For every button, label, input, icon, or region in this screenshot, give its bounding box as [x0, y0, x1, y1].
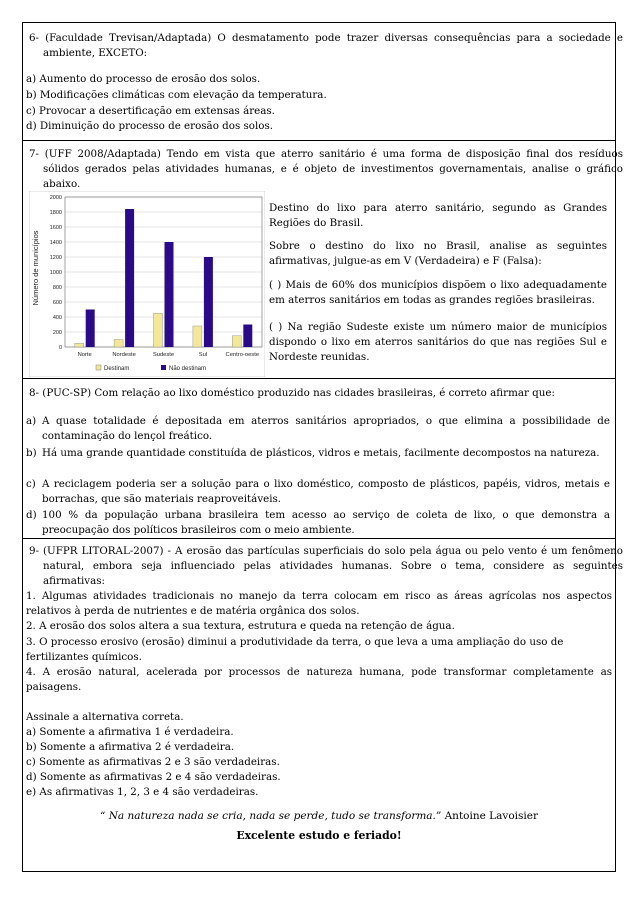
q9-statement-4: 4. A erosão natural, acelerada por processos de natureza humana, pode transformar completamente as paisagens. [26, 666, 612, 693]
q7-stem: 7- (UFF 2008/Adaptada) Tendo em vista que aterro sanitário é uma forma de disposição final dos resíduos sólidos gerados pelas atividades humanas, e é objeto de investimentos governamentais, analise o gráfico abaixo. [29, 148, 623, 190]
q6-option-d: d) Diminuição do processo de erosão dos solos. [26, 120, 274, 132]
q9-statement-3: 3. O processo erosivo (erosão) diminui a produtividade da terra, o que leva a uma ampliação do uso de fertilizantes químicos. [26, 636, 564, 663]
q7-paragraph-2: Sobre o destino do lixo no Brasil, analise as seguintes afirmativas, julgue-as em V (Verdadeira) e F (Falsa): [269, 240, 607, 267]
y-tick-label: 200 [52, 330, 62, 336]
footer-quote: “ Na natureza nada se cria, nada se perde, tudo se transforma.” [99, 810, 442, 822]
bar-sul-destinam [193, 326, 202, 347]
bar-sul-nao-destinam [204, 257, 213, 347]
q8-option-b-label: b) [26, 447, 37, 459]
q8-option-c-text: A reciclagem poderia ser a solução para o lixo doméstico, composto de plásticos, papéis, vidros, metais e borrachas, que são materiais reaproveitáveis. [42, 478, 610, 505]
q8-option-a-label: a) [26, 415, 37, 427]
legend-destinam: Destinam [104, 366, 130, 372]
bar-nordeste-nao-destinam [125, 209, 134, 347]
divider [23, 378, 615, 379]
worksheet-page [22, 22, 623, 872]
q8-stem: 8- (PUC-SP) Com relação ao lixo doméstico produzido nas cidades brasileiras, é correto afirmar que: [29, 387, 555, 399]
bar-nordeste-destinam [114, 340, 123, 348]
bar-sudeste-destinam [154, 313, 163, 347]
bar-centro-oeste-nao-destinam [243, 325, 252, 348]
bar-sudeste-nao-destinam [165, 242, 174, 347]
x-tick-label: Sudeste [152, 352, 175, 358]
divider [23, 140, 615, 141]
q6-option-c: c) Provocar a desertificação em extensas áreas. [26, 105, 275, 117]
y-tick-label: 0 [58, 345, 62, 351]
q8-option-d-label: d) [26, 509, 37, 521]
q9-option-d: d) Somente as afirmativas 2 e 4 são verdadeiras. [26, 771, 281, 783]
q8-option-b-text: Há uma grande quantidade constituída de plásticos, vidros e metais, facilmente decompostos na natureza. [42, 447, 600, 459]
bar-chart [29, 191, 265, 377]
q9-option-b: b) Somente a afirmativa 2 é verdadeira. [26, 741, 235, 753]
x-tick-label: Nordeste [112, 352, 136, 358]
chart-ylabel: Número de municípios [31, 230, 40, 306]
q7-paragraph-1: Destino do lixo para aterro sanitário, segundo as Grandes Regiões do Brasil. [269, 202, 607, 229]
footer-closing: Excelente estudo e feriado! [236, 829, 402, 842]
q6-option-a: a) Aumento do processo de erosão dos solos. [26, 73, 261, 85]
q9-instruction: Assinale a alternativa correta. [26, 711, 184, 723]
x-tick-label: Sul [198, 352, 208, 358]
x-tick-label: Norte [77, 352, 92, 358]
y-tick-label: 1400 [49, 240, 62, 246]
q9-option-c: c) Somente as afirmativas 2 e 3 são verdadeiras. [26, 756, 280, 768]
q6-stem: 6- (Faculdade Trevisan/Adaptada) O desmatamento pode trazer diversas consequências para a sociedade e ambiente, EXCETO: [29, 32, 623, 59]
legend-nao-destinam: Não destinam [169, 366, 207, 372]
q8-option-c-label: c) [26, 478, 36, 490]
x-tick-label: Centro-oeste [225, 352, 260, 358]
y-tick-label: 600 [52, 300, 62, 306]
divider [23, 538, 615, 539]
y-tick-label: 1600 [49, 225, 62, 231]
q9-statement-2: 2. A erosão dos solos altera a sua textura, estrutura e queda na retenção de água. [26, 620, 455, 632]
q8-option-d-text: 100 % da população urbana brasileira tem acesso ao serviço de coleta de lixo, o que demonstra a preocupação dos políticos brasileiros com o meio ambiente. [42, 509, 610, 536]
footer-quote-line [23, 810, 615, 822]
q9-option-e: e) As afirmativas 1, 2, 3 e 4 são verdadeiras. [26, 786, 259, 798]
y-tick-label: 2000 [49, 195, 62, 201]
bar-norte-nao-destinam [86, 310, 95, 348]
footer-author: Antoine Lavoisier [441, 810, 538, 822]
y-tick-label: 400 [52, 315, 62, 321]
q9-stem: 9- (UFPR LITORAL-2007) - A erosão das partículas superficiais do solo pela água ou pelo vento é um fenômeno natural, embora seja influenciado pelas atividades humanas. Sobre o tema, considere as seguintes afirmativas: [29, 545, 623, 587]
q7-statement-2: ( ) Na região Sudeste existe um número maior de municípios dispondo o lixo em aterros sanitários do que nas regiões Sul e Nordeste reunidas. [269, 321, 607, 363]
bar-centro-oeste-destinam [232, 336, 241, 347]
y-tick-label: 800 [52, 285, 62, 291]
y-tick-label: 1800 [49, 210, 62, 216]
q8-option-a-text: A quase totalidade é depositada em aterros sanitários apropriados, o que elimina a possibilidade de contaminação do lençol freático. [42, 415, 610, 442]
q7-statement-1: ( ) Mais de 60% dos municípios dispõem o lixo adequadamente em aterros sanitários em todas as grandes regiões brasileiras. [269, 279, 607, 306]
q9-statement-1: 1. Algumas atividades tradicionais no manejo da terra colocam em risco as áreas agrícolas nos aspectos relativos à perda de nutrientes e de matéria orgânica dos solos. [26, 590, 612, 617]
y-tick-label: 1000 [49, 270, 62, 276]
y-tick-label: 1200 [49, 255, 62, 261]
q6-option-b: b) Modificações climáticas com elevação da temperatura. [26, 89, 327, 101]
bar-norte-destinam [75, 343, 84, 347]
q9-option-a: a) Somente a afirmativa 1 é verdadeira. [26, 726, 234, 738]
